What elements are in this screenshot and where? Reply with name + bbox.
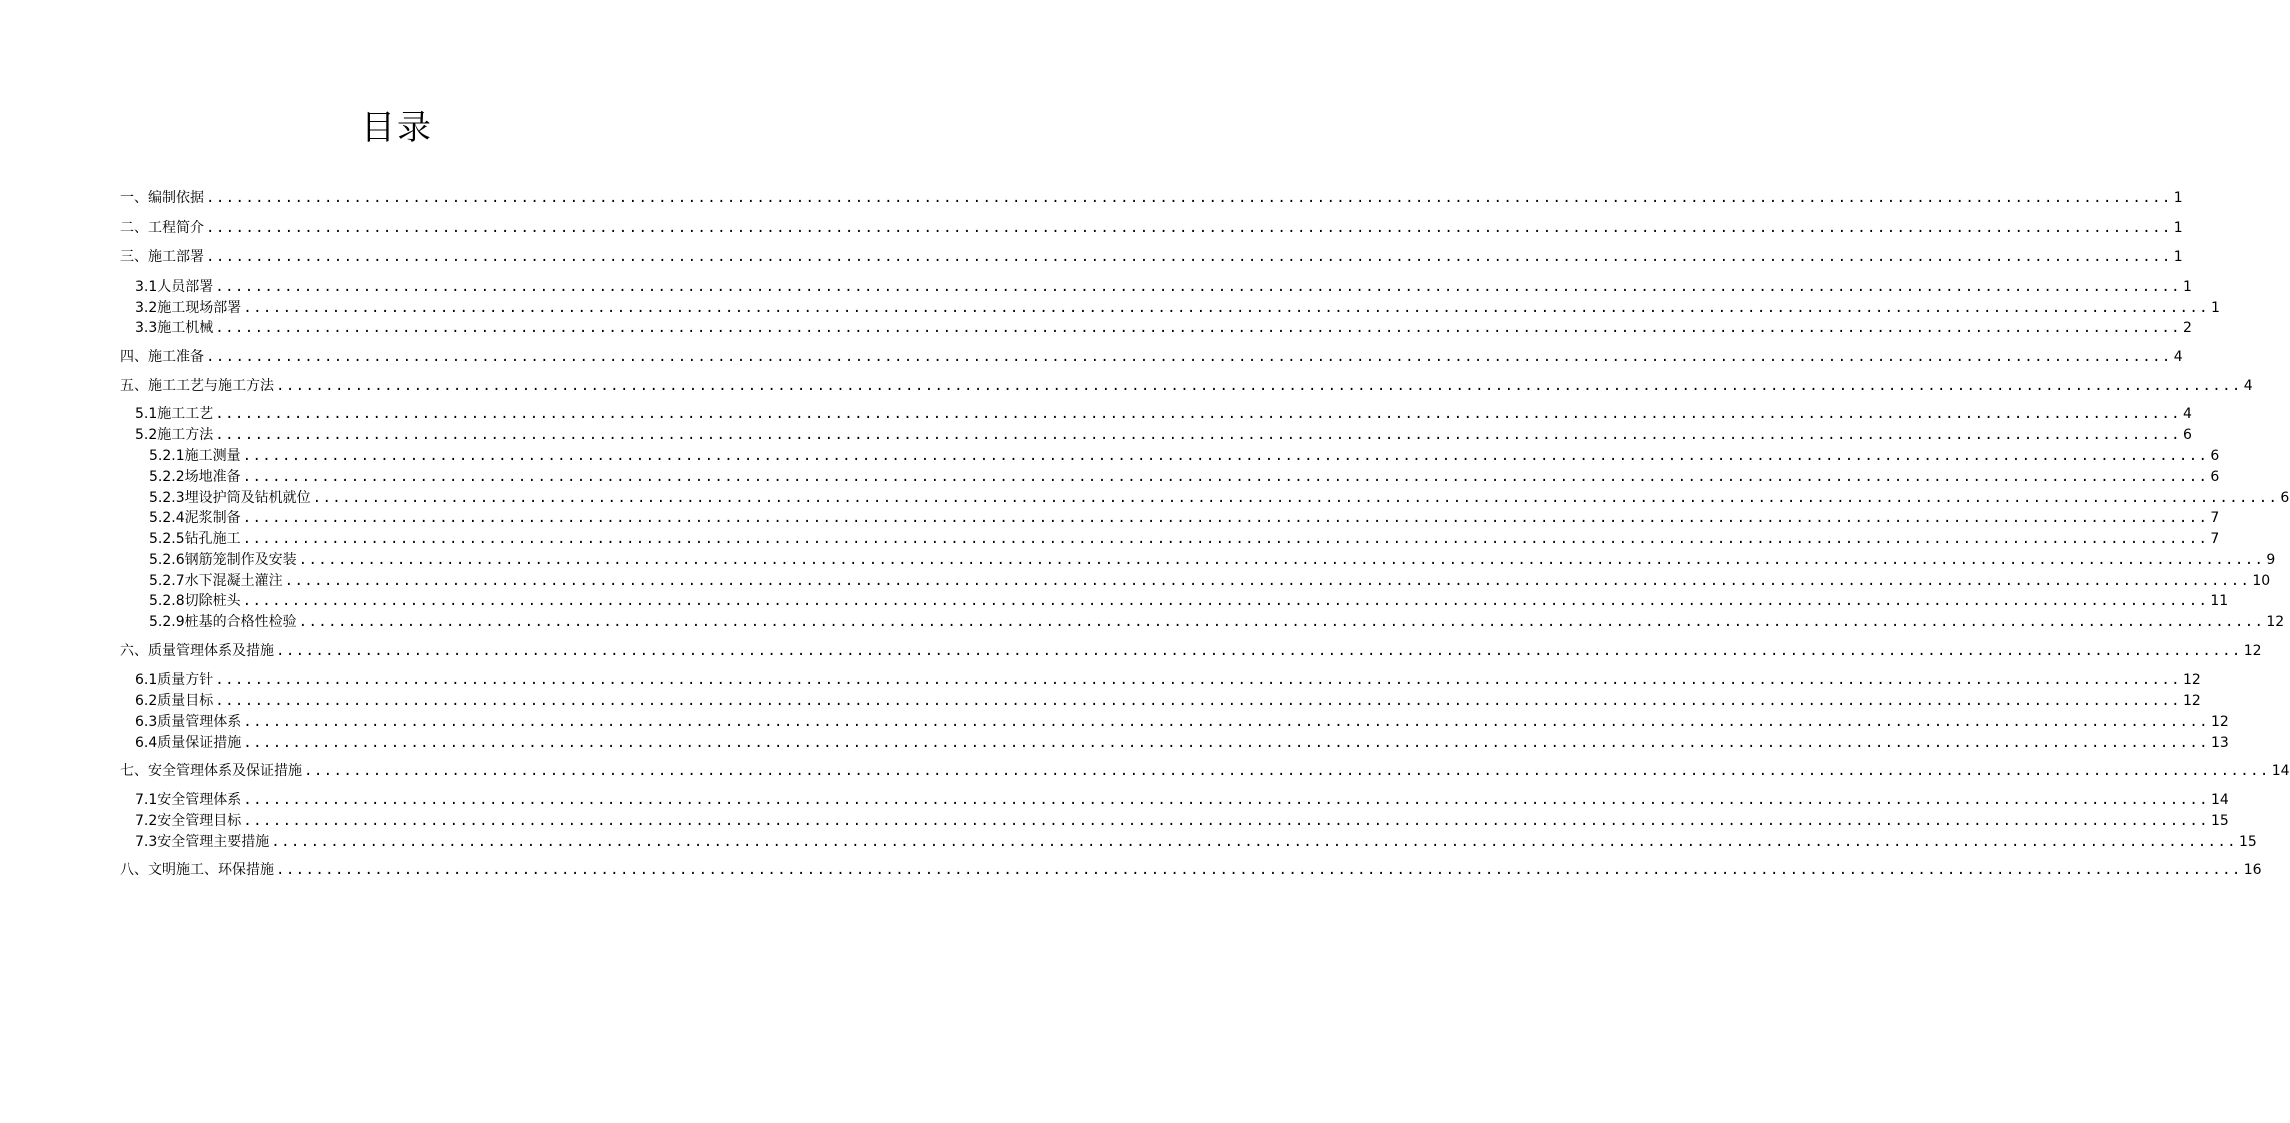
- toc-entry-level-2[interactable]: [135, 670, 2201, 690]
- toc-entry-number: 5.2.4: [149, 510, 185, 526]
- toc-page-number: 15: [2211, 813, 2229, 829]
- toc-entry-level-3[interactable]: [149, 550, 2276, 570]
- toc-entry-title: 施工方法: [157, 427, 214, 443]
- toc-dot-leader: ........................................................................................................................................................................................................: [206, 249, 2172, 265]
- toc-entry-level-2[interactable]: [135, 298, 2220, 318]
- toc-entry-title: 一、编制依据: [120, 190, 204, 206]
- toc-entry-level-2[interactable]: [135, 733, 2229, 753]
- toc-entry-level-1[interactable]: [120, 641, 2262, 661]
- toc-dot-leader: ........................................................................................................................................................................................................: [215, 672, 2182, 688]
- toc-dot-leader: ........................................................................................................................................................................................................: [276, 862, 2242, 878]
- toc-entry-title: 钢筋笼制作及安装: [184, 552, 297, 568]
- toc-entry-level-2[interactable]: [135, 277, 2192, 297]
- toc-entry-number: 6.3: [135, 714, 158, 730]
- toc-dot-leader: ........................................................................................................................................................................................................: [215, 320, 2182, 336]
- toc-entry-number: 5.2: [135, 427, 158, 443]
- toc-page-number: 2: [2183, 320, 2192, 336]
- toc-entry-level-2[interactable]: [135, 318, 2192, 338]
- toc-entry-number: 6.2: [135, 693, 158, 709]
- toc-entry-title: 七、安全管理体系及保证措施: [120, 763, 302, 779]
- toc-entry-level-3[interactable]: [149, 508, 2220, 528]
- toc-page-number: 1: [2173, 220, 2183, 236]
- toc-entry-level-3[interactable]: [149, 529, 2220, 549]
- toc-page-number: 13: [2211, 735, 2229, 751]
- toc-page-number: 6: [2210, 469, 2220, 485]
- toc-dot-leader: ........................................................................................................................................................................................................: [242, 469, 2209, 485]
- toc-entry-title: 切除桩头: [184, 593, 241, 609]
- toc-dot-leader: ........................................................................................................................................................................................................: [243, 792, 2210, 808]
- toc-page-number: 11: [2210, 593, 2229, 609]
- toc-entry-level-1[interactable]: [120, 860, 2262, 880]
- toc-page-number: 12: [2183, 693, 2201, 709]
- toc-entry-title: 桩基的合格性检验: [184, 614, 297, 630]
- toc-page-number: 12: [2183, 672, 2201, 688]
- toc-page-number: 6: [2210, 448, 2220, 464]
- toc-page-number: 15: [2239, 834, 2257, 850]
- toc-entry-title: 施工现场部署: [157, 300, 242, 316]
- toc-entry-title: 安全管理体系: [157, 792, 242, 808]
- toc-dot-leader: ........................................................................................................................................................................................................: [243, 714, 2210, 730]
- toc-entry-title: 质量目标: [157, 693, 214, 709]
- toc-entry-level-1[interactable]: [120, 376, 2253, 396]
- toc-entry-number: 7.1: [135, 792, 158, 808]
- toc-entry-level-2[interactable]: [135, 790, 2229, 810]
- toc-entry-title: 钻孔施工: [184, 531, 241, 547]
- toc-entry-title: 五、施工工艺与施工方法: [120, 378, 274, 394]
- toc-dot-leader: ........................................................................................................................................................................................................: [206, 349, 2172, 365]
- toc-entry-level-1[interactable]: [120, 188, 2183, 208]
- toc-entry-title: 四、施工准备: [120, 349, 204, 365]
- toc-entry-number: 5.2.5: [149, 531, 185, 547]
- toc-entry-level-3[interactable]: [149, 571, 2271, 591]
- toc-entry-number: 5.2.8: [149, 593, 185, 609]
- toc-dot-leader: ........................................................................................................................................................................................................: [215, 427, 2182, 443]
- toc-page-number: 12: [2243, 643, 2262, 659]
- toc-entry-level-1[interactable]: [120, 247, 2183, 267]
- toc-page-number: 12: [2211, 714, 2229, 730]
- toc-page-number: 7: [2210, 531, 2220, 547]
- toc-page-number: 6: [2183, 427, 2192, 443]
- toc-entry-level-3[interactable]: [149, 612, 2285, 632]
- toc-entry-title: 安全管理主要措施: [157, 834, 270, 850]
- toc-page-number: 12: [2266, 614, 2285, 630]
- toc-entry-number: 3.1: [135, 279, 158, 295]
- toc-page-number: 1: [2183, 279, 2192, 295]
- toc-entry-title: 质量保证措施: [157, 735, 242, 751]
- toc-dot-leader: ........................................................................................................................................................................................................: [206, 190, 2172, 206]
- toc-dot-leader: ........................................................................................................................................................................................................: [312, 490, 2279, 506]
- toc-entry-title: 质量管理体系: [157, 714, 242, 730]
- toc-entry-title: 施工工艺: [157, 406, 214, 422]
- toc-entry-title: 二、工程简介: [120, 220, 204, 236]
- toc-page-number: 4: [2183, 406, 2192, 422]
- toc-entry-title: 泥浆制备: [184, 510, 241, 526]
- toc-entry-title: 安全管理目标: [157, 813, 242, 829]
- toc-entry-number: 5.1: [135, 406, 158, 422]
- toc-dot-leader: ........................................................................................................................................................................................................: [298, 552, 2265, 568]
- toc-dot-leader: ........................................................................................................................................................................................................: [242, 448, 2209, 464]
- toc-dot-leader: ........................................................................................................................................................................................................: [242, 510, 2209, 526]
- toc-page-number: 1: [2173, 190, 2183, 206]
- toc-page-number: 6: [2280, 490, 2290, 506]
- toc-entry-level-2[interactable]: [135, 404, 2192, 424]
- toc-entry-level-2[interactable]: [135, 691, 2201, 711]
- toc-entry-title: 水下混凝土灌注: [184, 573, 283, 589]
- toc-entry-number: 3.3: [135, 320, 158, 336]
- toc-page-number: 1: [2211, 300, 2220, 316]
- toc-dot-leader: ........................................................................................................................................................................................................: [206, 220, 2172, 236]
- toc-dot-leader: ........................................................................................................................................................................................................: [276, 643, 2242, 659]
- toc-page-number: 10: [2252, 573, 2271, 589]
- toc-entry-level-2[interactable]: [135, 712, 2229, 732]
- toc-entry-number: 5.2.7: [149, 573, 185, 589]
- toc-dot-leader: ........................................................................................................................................................................................................: [242, 531, 2209, 547]
- toc-entry-title: 质量方针: [157, 672, 214, 688]
- toc-entry-number: 5.2.9: [149, 614, 185, 630]
- toc-entry-number: 6.1: [135, 672, 158, 688]
- toc-entry-number: 5.2.6: [149, 552, 185, 568]
- toc-entry-level-2[interactable]: [135, 832, 2257, 852]
- toc-entry-title: 人员部署: [157, 279, 214, 295]
- toc-entry-level-1[interactable]: [120, 218, 2183, 238]
- toc-dot-leader: ........................................................................................................................................................................................................: [215, 279, 2182, 295]
- toc-entry-title: 施工机械: [157, 320, 214, 336]
- toc-entry-title: 三、施工部署: [120, 249, 204, 265]
- page-title: 目录: [361, 108, 433, 148]
- toc-entry-number: 7.3: [135, 834, 158, 850]
- toc-page-number: 4: [2243, 378, 2253, 394]
- toc-dot-leader: ........................................................................................................................................................................................................: [243, 735, 2210, 751]
- toc-dot-leader: ........................................................................................................................................................................................................: [215, 693, 2182, 709]
- toc-entry-title: 八、文明施工、环保措施: [120, 862, 274, 878]
- toc-entry-number: 6.4: [135, 735, 158, 751]
- toc-page-number: 14: [2271, 763, 2290, 779]
- toc-dot-leader: ........................................................................................................................................................................................................: [284, 573, 2251, 589]
- toc-page-number: 16: [2243, 862, 2262, 878]
- toc-entry-level-1[interactable]: [120, 761, 2290, 781]
- toc-entry-level-3[interactable]: [149, 488, 2290, 508]
- toc-dot-leader: ........................................................................................................................................................................................................: [243, 300, 2210, 316]
- toc-entry-title: 场地准备: [184, 469, 241, 485]
- toc-entry-level-2[interactable]: [135, 811, 2229, 831]
- toc-entry-title: 六、质量管理体系及措施: [120, 643, 274, 659]
- toc-entry-number: 3.2: [135, 300, 158, 316]
- toc-entry-level-1[interactable]: [120, 347, 2183, 367]
- toc-entry-title: 施工测量: [184, 448, 241, 464]
- toc-page-number: 1: [2173, 249, 2183, 265]
- toc-entry-number: 5.2.3: [149, 490, 185, 506]
- toc-entry-title: 埋设护筒及钻机就位: [184, 490, 311, 506]
- toc-entry-level-3[interactable]: [149, 446, 2220, 466]
- toc-entry-level-3[interactable]: [149, 591, 2229, 611]
- toc-entry-number: 5.2.1: [149, 448, 185, 464]
- toc-page-number: 4: [2173, 349, 2183, 365]
- toc-dot-leader: ........................................................................................................................................................................................................: [304, 763, 2270, 779]
- toc-dot-leader: ........................................................................................................................................................................................................: [298, 614, 2265, 630]
- toc-dot-leader: ........................................................................................................................................................................................................: [271, 834, 2238, 850]
- toc-entry-level-3[interactable]: [149, 467, 2220, 487]
- toc-dot-leader: ........................................................................................................................................................................................................: [215, 406, 2182, 422]
- toc-dot-leader: ........................................................................................................................................................................................................: [276, 378, 2242, 394]
- toc-entry-number: 5.2.2: [149, 469, 185, 485]
- toc-page-number: 14: [2211, 792, 2229, 808]
- toc-entry-level-2[interactable]: [135, 425, 2192, 445]
- toc-dot-leader: ........................................................................................................................................................................................................: [242, 593, 2209, 609]
- toc-entry-number: 7.2: [135, 813, 158, 829]
- toc-dot-leader: ........................................................................................................................................................................................................: [243, 813, 2210, 829]
- toc-page-number: 7: [2210, 510, 2220, 526]
- toc-page-number: 9: [2266, 552, 2276, 568]
